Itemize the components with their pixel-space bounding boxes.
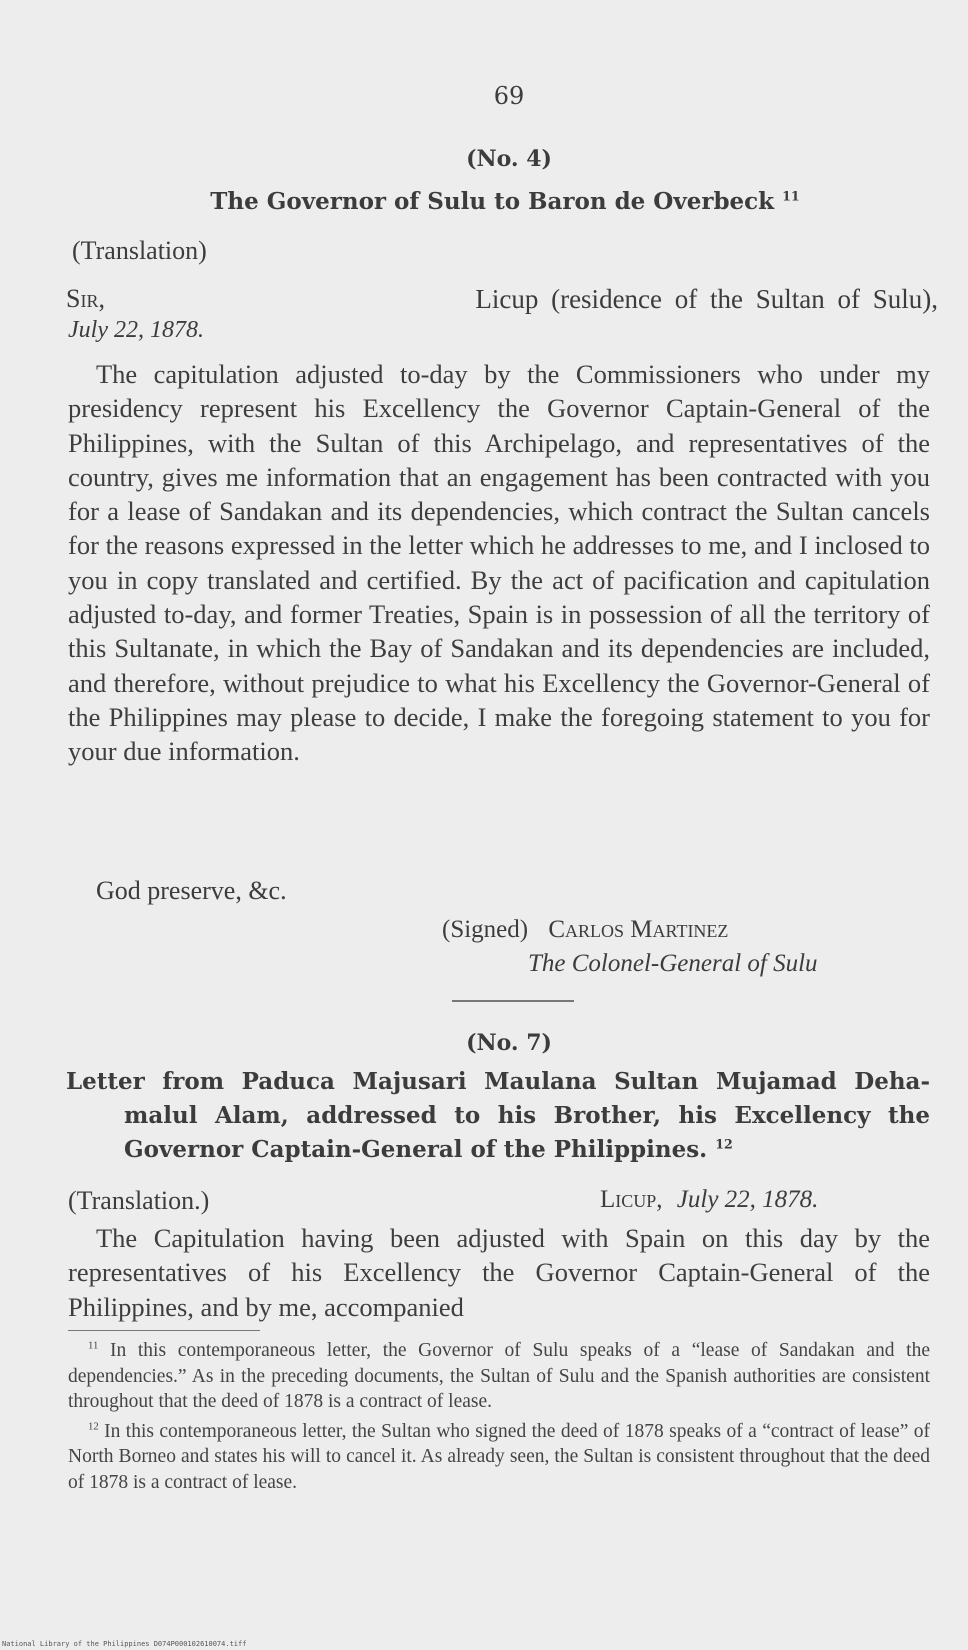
signer-title: The Colonel-General of Sulu	[528, 950, 818, 977]
doc1-salutation: Sir,	[66, 284, 105, 313]
footnote-text: In this contemporaneous letter, the Governor of Sulu speaks of a “lease of Sandakan and the dependencies.” As in the preceding documents, the Sultan of Sulu and the Spanish authorities are consistent throughout that the deed of 1878 is a contract of lease.	[68, 1340, 930, 1413]
doc1-body	[68, 357, 930, 769]
footnote	[68, 1338, 930, 1415]
signer-name: Carlos Martinez	[548, 916, 729, 943]
doc2-place: Licup,	[600, 1186, 663, 1213]
doc2-number: (No. 7)	[466, 1030, 552, 1056]
doc1-translation: (Translation)	[72, 236, 207, 265]
doc2-title-note: 12	[715, 1136, 733, 1152]
doc2-body-paragraph: The Capitulation having been adjusted with Spain on this day by the representatives of his Excellency the Governor Captain-General of the Philippines, and by me, accompanied	[68, 1223, 930, 1322]
footnote	[68, 1419, 930, 1496]
footnote-mark: 12	[88, 1420, 99, 1433]
signed-label: (Signed)	[442, 916, 529, 943]
doc2-translation: (Translation.)	[68, 1186, 210, 1215]
doc1-place: Licup (residence of the Sultan of Sulu),	[475, 284, 938, 314]
page-number: 69	[493, 82, 525, 110]
scan-label: National Library of the Philippines D074P000102610074.tiff	[2, 1640, 247, 1648]
doc2-body	[68, 1221, 930, 1324]
section-divider	[452, 1000, 574, 1002]
doc2-title-line3	[124, 1136, 733, 1163]
doc1-title-text: The Governor of Sulu to Baron de Overbeck	[210, 188, 775, 215]
doc1-date: July 22, 1878.	[68, 317, 204, 343]
doc2-title-line2: malul Alam, addressed to his Brother, his Excellency the	[124, 1102, 930, 1129]
doc1-title-note: 11	[782, 188, 800, 204]
footnote-mark: 11	[88, 1339, 99, 1352]
doc2-dateline	[600, 1186, 818, 1214]
footnote-rule	[68, 1330, 260, 1331]
doc2-title-line3-text: Governor Captain-General of the Philippines.	[124, 1136, 708, 1163]
footnote-text: In this contemporaneous letter, the Sultan who signed the deed of 1878 speaks of a “contract of lease” of North Borneo and states his will to cancel it. As already seen, the Sultan is consistent throughout that the deed of 1878 is a contract of lease.	[68, 1420, 930, 1493]
doc1-number: (No. 4)	[466, 146, 552, 172]
doc2-title-line1: Letter from Paduca Majusari Maulana Sultan Mujamad Deha-	[66, 1068, 930, 1095]
doc1-closing: God preserve, &c.	[96, 876, 287, 905]
doc1-body-paragraph: The capitulation adjusted to-day by the Commissioners who under my presidency represent his Excellency the Governor Captain-General of the Philippines, with the Sultan of this Archipelago, and representatives of the country, gives me information that an engagement has been contracted with you for a lease of Sandakan and its dependencies, which contract the Sultan cancels for the reasons expressed in the letter which he addresses to me, and I inclosed to you in copy translated and certified. By the act of pacification and capitulation adjusted to-day, and former Treaties, Spain is in possession of all the territory of this Sultanate, in which the Bay of Sandakan and its dependencies are included, and therefore, without prejudice to what his Excellency the Governor-General of the Philippines may please to decide, I make the foregoing statement to you for your due information.	[68, 359, 930, 767]
footnotes	[68, 1338, 930, 1496]
doc2-date: July 22, 1878.	[676, 1186, 819, 1213]
doc1-title	[0, 188, 968, 215]
doc1-signature	[442, 916, 728, 944]
